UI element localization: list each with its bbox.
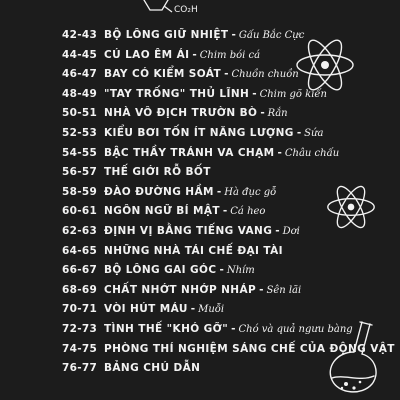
animal-name: Gấu Bắc Cực bbox=[238, 30, 305, 41]
separator: - bbox=[231, 322, 236, 335]
separator: - bbox=[259, 283, 264, 296]
separator: - bbox=[190, 303, 196, 316]
page-range: 68-69 bbox=[62, 283, 98, 296]
chapter-title: CHẤT NHỚT NHỚP NHÁP bbox=[104, 283, 257, 296]
list-item[interactable] bbox=[62, 281, 362, 301]
animal-name: Nhím bbox=[226, 265, 255, 277]
list-item[interactable] bbox=[62, 144, 362, 164]
list-item[interactable] bbox=[62, 340, 395, 360]
page-range: 58-59 bbox=[62, 185, 98, 198]
page-range: 60-61 bbox=[62, 205, 98, 218]
page-range: 50-51 bbox=[62, 107, 98, 120]
animal-name: Sên lãi bbox=[266, 284, 302, 296]
page-range: 52-53 bbox=[62, 126, 98, 139]
separator: - bbox=[219, 264, 224, 277]
chapter-title: BAY CÓ KIỂM SOÁT bbox=[104, 68, 222, 81]
page-range: 74-75 bbox=[62, 342, 98, 355]
page-range: 66-67 bbox=[62, 264, 98, 277]
formula-label: CO₂H bbox=[174, 5, 198, 15]
animal-name: Chim bói cá bbox=[199, 49, 261, 61]
list-item[interactable] bbox=[62, 202, 362, 222]
chapter-title: THẾ GIỚI RỖ BỐT bbox=[104, 166, 211, 179]
contents-list bbox=[62, 26, 395, 379]
chapter-title: NHỮNG NHÀ TÁI CHẾ ĐẠI TÀI bbox=[104, 244, 283, 257]
list-item[interactable] bbox=[62, 26, 362, 46]
separator: - bbox=[275, 224, 280, 237]
separator: - bbox=[277, 146, 282, 159]
page-range: 42-43 bbox=[62, 29, 98, 41]
list-item[interactable] bbox=[62, 65, 362, 85]
page-range: 72-73 bbox=[62, 322, 98, 335]
list-item[interactable] bbox=[62, 163, 362, 183]
chapter-title: KIỂU BƠI TỐN ÍT NĂNG LƯỢNG bbox=[104, 126, 294, 139]
chapter-title: BỘ LÔNG GIỮ NHIỆT bbox=[104, 29, 229, 41]
chapter-title: PHÒNG THÍ NGHIỆM SÁNG CHẾ CỦA ĐỘNG VẬT bbox=[104, 342, 395, 355]
animal-name: Rắn bbox=[267, 108, 288, 120]
separator: - bbox=[224, 68, 229, 81]
separator: - bbox=[296, 126, 302, 139]
list-item[interactable] bbox=[62, 46, 362, 66]
page-range: 64-65 bbox=[62, 244, 98, 257]
page-range: 56-57 bbox=[62, 166, 98, 179]
animal-name: Chim gõ kiến bbox=[259, 88, 327, 100]
chapter-title: TÌNH THẾ "KHÓ GỠ" bbox=[104, 322, 229, 335]
list-item[interactable] bbox=[62, 104, 362, 124]
animal-name: Chuồn chuồn bbox=[231, 69, 299, 81]
separator: - bbox=[252, 87, 257, 100]
list-item[interactable] bbox=[62, 222, 362, 242]
animal-name: Cá heo bbox=[230, 206, 266, 218]
list-item[interactable] bbox=[62, 183, 362, 203]
chapter-title: BỘ LÔNG GAI GÓC bbox=[104, 264, 217, 277]
page-range: 48-49 bbox=[62, 87, 98, 100]
list-item[interactable] bbox=[62, 85, 362, 105]
list-item[interactable] bbox=[62, 359, 362, 379]
chapter-title: VÒI HÚT MÁU bbox=[104, 303, 188, 316]
chapter-title: BẢNG CHÚ DẪN bbox=[104, 362, 201, 375]
page-range: 70-71 bbox=[62, 303, 98, 316]
page-range: 44-45 bbox=[62, 48, 98, 61]
list-item[interactable] bbox=[62, 261, 362, 281]
animal-name: Hà đục gỗ bbox=[224, 186, 277, 198]
list-item[interactable] bbox=[62, 124, 362, 144]
chapter-title: NHÀ VÔ ĐỊCH TRƯỜN BÒ bbox=[104, 107, 258, 120]
chapter-title: CÚ LAO ÊM ÁI bbox=[104, 48, 190, 61]
separator: - bbox=[260, 107, 265, 120]
list-item[interactable] bbox=[62, 320, 362, 340]
page-range: 76-77 bbox=[62, 362, 98, 375]
separator: - bbox=[192, 48, 197, 61]
list-item[interactable] bbox=[62, 300, 362, 320]
chapter-title: NGÔN NGỮ BÍ MẬT bbox=[104, 205, 220, 218]
page-range: 62-63 bbox=[62, 224, 98, 237]
separator: - bbox=[222, 205, 228, 218]
chapter-title: BẬC THẦY TRÁNH VA CHẠM bbox=[104, 146, 275, 159]
chapter-title: ĐỊNH VỊ BẰNG TIẾNG VANG bbox=[104, 224, 273, 237]
chapter-title: "TAY TRỐNG" THỦ LĨNH bbox=[104, 87, 250, 100]
animal-name: Sứa bbox=[304, 127, 324, 139]
chapter-title: ĐÀO ĐƯỜNG HẦM bbox=[104, 185, 214, 198]
animal-name: Châu chấu bbox=[284, 147, 340, 159]
separator: - bbox=[216, 185, 222, 198]
page-range: 46-47 bbox=[62, 68, 98, 81]
animal-name: Dơi bbox=[282, 225, 300, 237]
separator: - bbox=[231, 29, 236, 41]
animal-name: Muỗi bbox=[198, 304, 225, 316]
list-item[interactable] bbox=[62, 242, 362, 262]
animal-name: Chó và quả ngưu bàng bbox=[238, 323, 353, 335]
page-range: 54-55 bbox=[62, 146, 98, 159]
